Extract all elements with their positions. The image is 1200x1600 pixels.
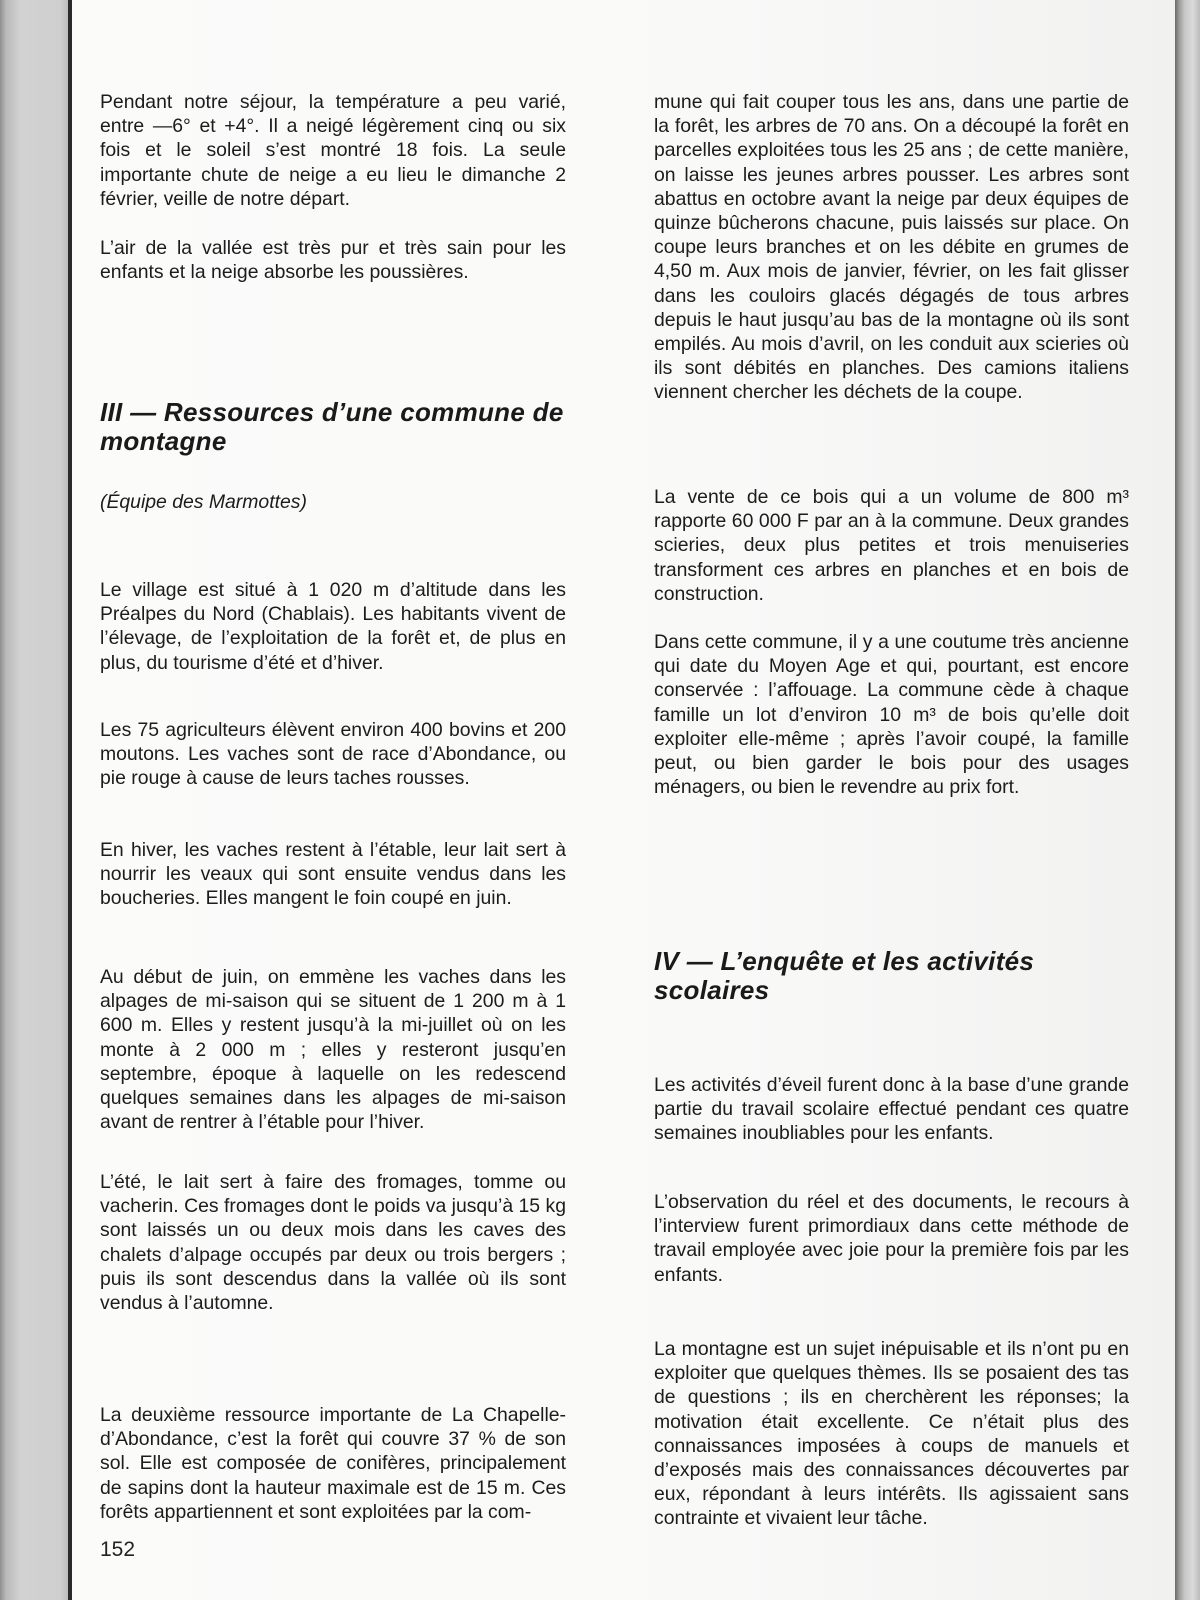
section-team-credit: (Équipe des Marmottes) (100, 491, 307, 513)
paragraph-alpages: Au début de juin, on emmène les vaches dans les alpages de mi-saison qui se situent de 1 200 m à 1 600 m. Elles y restent jusqu’à la mi-juillet où on les monte à 2 000 m ; elles y resteront jusqu’en septembre, époque à laquelle on les redescend quelques semaines dans les alpages de mi-saison avant de rentrer à l’étable pour l’hiver. (100, 966, 566, 1134)
paragraph-observation: L’observation du réel et des documents, le recours à l’interview furent primordiaux dans cette méthode de travail employée avec joie pour la première fois par les enfants. (654, 1191, 1129, 1286)
paragraph-wood-sale: La vente de ce bois qui a un volume de 800 m³ rapporte 60 000 F par an à la commune. Deux grandes scieries, deux plus petites et trois menuiseries transforment ces arbres en planches et en bois de construction. (654, 486, 1129, 605)
paragraph-affouage: Dans cette commune, il y a une coutume très ancienne qui date du Moyen Age et qui, pourtant, est encore conservée : l’affouage. La commune cède à chaque famille un lot d’environ 10 m³ de bois qu’elle doit exploiter elle-même ; après l’avoir coupé, la famille peut, ou bien garder le bois pour des usages ménagers, ou bien le revendre au prix fort. (654, 631, 1129, 799)
paragraph-winter: En hiver, les vaches restent à l’étable, leur lait sert à nourrir les veaux qui sont ensuite vendus dans les boucheries. Elles mangent le foin coupé en juin. (100, 839, 566, 910)
paragraph-forest: La deuxième ressource importante de La Chapelle-d’Abondance, c’est la forêt qui couvre 37 % de son sol. Elle est composée de conifères, principalement de sapins dont la hauteur maximale est de 15 m. Ces forêts appartiennent et sont exploitées par la com- (100, 1404, 566, 1523)
paragraph-farmers: Les 75 agriculteurs élèvent environ 400 bovins et 200 moutons. Les vaches sont de race d’Abondance, ou pie rouge à cause de leurs taches rousses. (100, 719, 566, 790)
section-heading-3: III — Ressources d’une commune de montagne (100, 397, 564, 456)
page-right-edge (1175, 0, 1200, 1600)
paragraph-summer-cheese: L’été, le lait sert à faire des fromages, tomme ou vacherin. Ces fromages dont le poids va jusqu’à 15 kg sont laissés un ou deux mois dans les caves des chalets d’alpage occupés par deux ou trois bergers ; puis ils sont descendus dans la vallée où ils sont vendus à l’automne. (100, 1171, 566, 1315)
section-heading-4: IV — L’enquête et les activités scolaires (654, 946, 1035, 1005)
paragraph-village: Le village est situé à 1 020 m d’altitude dans les Préalpes du Nord (Chablais). Les habitants vivent de l’élevage, de l’exploitation de la forêt et, de plus en plus, du tourisme d’été et d’hiver. (100, 579, 566, 674)
paragraph-logging: mune qui fait couper tous les ans, dans une partie de la forêt, les arbres de 70 ans. On a découpé la forêt en parcelles exploitées tous les 25 ans ; de cette manière, on laisse les jeunes arbres pousser. Les arbres sont abattus en octobre avant la neige par deux équipes de quinze bûcherons chacune, puis laissés sur place. On coupe leurs branches et on les débite en grumes de 4,50 m. Aux mois de janvier, février, on les fait glisser dans les couloirs glacés dégagés de tous arbres depuis le haut jusqu’au bas de la montagne où ils sont empilés. Au mois d’avril, on les conduit aux scieries où ils sont débités en planches. Des camions italiens viennent chercher les déchets de la coupe. (654, 91, 1129, 404)
paragraph-mountain-subject: La montagne est un sujet inépuisable et ils n’ont pu en exploiter que quelques thèmes. Ils se posaient des tas de questions ; ils en cherchèrent les réponses; la motivation était excellente. Ce n’était plus des connaissances imposées à coups de manuels et d’exposés mais des connaissances découvertes par eux, répondant à leurs intérêts. Ils agissaient sans contrainte et vivaient leur tâche. (654, 1338, 1129, 1530)
book-binding (0, 0, 68, 1600)
page-number: 152 (100, 1538, 136, 1561)
paragraph-weather: Pendant notre séjour, la température a peu varié, entre —6° et +4°. Il a neigé légèrement cinq ou six fois et le soleil s’est montré 18 fois. La seule importante chute de neige a eu lieu le dimanche 2 février, veille de notre départ. (100, 91, 566, 210)
paragraph-activities: Les activités d’éveil furent donc à la base d’une grande partie du travail scolaire effectué pendant ces quatre semaines inoubliables pour les enfants. (654, 1074, 1129, 1145)
paragraph-air: L’air de la vallée est très pur et très sain pour les enfants et la neige absorbe les poussières. (100, 237, 566, 284)
